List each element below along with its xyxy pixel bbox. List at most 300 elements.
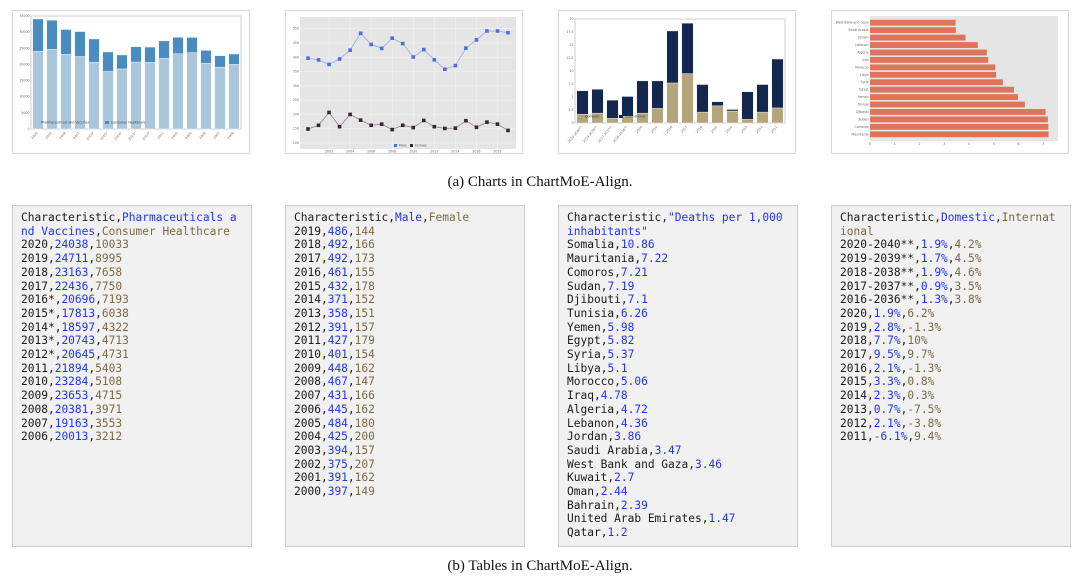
table-row: Qatar,1.2 <box>567 526 628 540</box>
table-row: Morocco,5.06 <box>567 375 648 389</box>
bar-consumer-healthcare <box>117 55 128 69</box>
data-point <box>327 111 331 115</box>
table-cell: 149 <box>354 485 375 499</box>
table-cell: 2.39 <box>620 498 648 512</box>
table-row: 2005,484,180 <box>294 416 375 430</box>
bar-international <box>607 100 618 118</box>
y-tick-label: Syria <box>860 80 869 85</box>
x-tick-label: 2004 <box>346 149 355 153</box>
caption-tables: (b) Tables in ChartMoE-Align. <box>447 558 633 574</box>
table-cell: 486 <box>327 224 348 238</box>
table-cell: 4.2% <box>954 238 982 252</box>
data-point <box>369 123 373 127</box>
y-tick-label: 5000 <box>21 110 30 115</box>
table-row: 2014,371,152 <box>294 293 375 307</box>
table-row: Lebanon,4.36 <box>567 416 648 430</box>
bar-consumer-healthcare <box>131 47 142 62</box>
x-tick-label: 2014 <box>724 125 734 134</box>
table-cell: 144 <box>354 224 375 238</box>
x-tick-label: 2012* <box>141 131 151 142</box>
table-cell: 2016-2036** <box>840 293 915 307</box>
data-point <box>433 58 437 62</box>
table-header: Characteristic,"Deaths per 1,000 inhabitants" <box>567 211 790 238</box>
table-cell: 2012* <box>21 348 55 362</box>
y-tick-label: Iraq <box>862 57 869 62</box>
table-cell: 2011 <box>294 334 321 348</box>
table-row: Mauritania,7.22 <box>567 252 669 266</box>
data-point <box>380 47 384 51</box>
table-cell: 179 <box>354 334 375 348</box>
table-cell: 9.4% <box>914 430 942 444</box>
y-tick-label: 500 <box>292 26 299 31</box>
header-cell: Consumer Healthcare <box>101 224 230 238</box>
table-cell: 4322 <box>101 320 129 334</box>
table-cell: 2015* <box>21 306 55 320</box>
data-point <box>317 123 321 127</box>
y-tick-label: Algeria <box>857 50 869 55</box>
table-row: 2009,23653,4715 <box>21 389 123 403</box>
bar-international <box>757 85 768 113</box>
table-row: 2015*,17813,6038 <box>21 306 129 320</box>
table-cell: 2006 <box>21 430 48 444</box>
x-tick-label: 2019 <box>44 131 53 140</box>
plot-area <box>575 19 785 123</box>
table-cell: 2017-2037** <box>840 279 915 293</box>
table-cell: 2020-2040** <box>840 238 915 252</box>
bar-domestic <box>742 119 753 123</box>
legend-swatch <box>105 121 109 124</box>
data-point <box>443 127 447 131</box>
table-cell: 23653 <box>54 389 89 403</box>
table-cell: 2013 <box>294 306 321 320</box>
table-row: 2016-2036**,1.3%,3.8% <box>840 293 982 307</box>
x-tick-label: 2009 <box>184 131 193 140</box>
x-tick-label: 0 <box>868 142 872 146</box>
table-row: Kuwait,2.7 <box>567 471 635 485</box>
table-cell: 4715 <box>95 389 123 403</box>
table-cell: 2011 <box>21 361 48 375</box>
bar-international <box>682 23 693 73</box>
y-tick-label: Tunisia <box>857 102 869 107</box>
y-tick-label: 7.5 <box>568 82 574 86</box>
header-cell: Characteristic <box>567 211 662 224</box>
table-row: 2007,19163,3553 <box>21 416 123 430</box>
x-tick-label: 2017 <box>679 125 689 134</box>
table-cell: -6.1% <box>873 430 908 444</box>
bar-domestic <box>757 112 768 123</box>
table-cell: 461 <box>327 265 348 279</box>
table-cell: Lebanon <box>567 416 615 430</box>
table-text-2 <box>558 205 798 547</box>
y-tick-label: 450 <box>292 41 299 45</box>
bar-international <box>772 59 783 108</box>
y-tick-label: 15 <box>569 43 574 47</box>
table-cell: 2005 <box>294 416 321 430</box>
y-tick-label: 10000 <box>19 94 30 99</box>
x-tick-label: 2008 <box>198 131 207 140</box>
table-header: Characteristic,Male,Female <box>294 211 470 224</box>
table-cell: 492 <box>327 238 348 252</box>
table-row: 2003,394,157 <box>294 443 375 457</box>
bar-domestic <box>712 106 723 123</box>
x-tick-label: 2019 <box>649 125 659 134</box>
table-cell: 3.8% <box>954 293 982 307</box>
table-row: 2017,22436,7750 <box>21 279 123 293</box>
table-row: 2020,1.9%,6.2% <box>840 306 935 320</box>
table-cell: 10% <box>907 334 928 348</box>
table-cell: 2010 <box>21 375 48 389</box>
table-cell: 20013 <box>54 430 89 444</box>
table-cell: 5.82 <box>607 334 635 348</box>
x-tick-label: 2017-2037** <box>596 125 614 144</box>
table-cell: 431 <box>327 389 348 403</box>
table-cell: Jordan <box>567 430 608 444</box>
table-cell: 2.3% <box>873 389 901 403</box>
table-cell: 0.3% <box>907 389 935 403</box>
chart-line-male-female <box>285 10 523 154</box>
table-cell: 2018 <box>840 334 867 348</box>
table-cell: 157 <box>354 443 375 457</box>
table-cell: 2.7 <box>614 471 635 485</box>
table-cell: 162 <box>354 402 375 416</box>
table-row: Yemen,5.98 <box>567 320 635 334</box>
y-tick-label: 15000 <box>19 78 30 83</box>
table-row: 2001,391,162 <box>294 471 375 485</box>
bar <box>870 35 965 41</box>
x-tick-label: 2012 <box>754 125 764 134</box>
table-cell: 178 <box>354 279 375 293</box>
bar-pharmaceuticals-and-vaccines <box>229 64 240 129</box>
table-cell: 2008 <box>21 402 48 416</box>
table-row: Saudi Arabia,3.47 <box>567 443 682 457</box>
table-cell: 9.5% <box>873 348 901 362</box>
caption-charts: (a) Charts in ChartMoE-Align. <box>447 174 633 190</box>
table-cell: 1.9% <box>920 238 948 252</box>
table-cell: 2014 <box>294 293 321 307</box>
x-tick-label: 2018 <box>493 149 502 153</box>
bar-consumer-healthcare <box>187 37 198 52</box>
y-tick-label: 5 <box>571 95 574 99</box>
table-cell: Comoros <box>567 265 615 279</box>
table-cell: 2017 <box>21 279 48 293</box>
bar-pharmaceuticals-and-vaccines <box>201 63 212 129</box>
table-header: Characteristic,Pharmaceuticals and Vaccines,Consumer Healthcare <box>21 211 237 238</box>
table-row: Iraq,4.78 <box>567 389 628 403</box>
table-cell: 22436 <box>54 279 89 293</box>
header-cell: "Deaths per 1,000 inhabitants" <box>567 211 790 238</box>
x-tick-label: 2017 <box>72 131 81 140</box>
x-tick-label: 2002 <box>324 149 334 153</box>
legend-label: Consumer Healthcare <box>111 120 146 125</box>
y-tick-label: Libya <box>859 72 869 77</box>
table-row: 2006,445,162 <box>294 402 375 416</box>
x-tick-label: 2020 <box>634 125 644 134</box>
table-cell: United Arab Emirates <box>567 512 702 526</box>
table-row: 2018,492,166 <box>294 238 375 252</box>
table-cell: 5.98 <box>607 320 635 334</box>
bar-domestic <box>697 112 708 123</box>
data-point <box>327 63 331 67</box>
data-point <box>443 67 447 71</box>
x-tick-label: 2016* <box>85 131 95 142</box>
table-cell: 432 <box>327 279 348 293</box>
x-tick-label: 2014* <box>113 131 123 142</box>
table-row: 2019-2039**,1.7%,4.5% <box>840 252 982 266</box>
table-cell: 23163 <box>54 265 89 279</box>
table-cell: 2014* <box>21 320 55 334</box>
table-cell: Egypt <box>567 334 601 348</box>
x-tick-label: 7 <box>1042 142 1045 146</box>
table-cell: 2.44 <box>600 485 628 499</box>
table-cell: 1.2 <box>607 526 628 540</box>
table-cell: Kuwait <box>567 471 608 485</box>
table-cell: Mauritania <box>567 252 635 266</box>
data-point <box>485 29 489 33</box>
table-cell: Sudan <box>567 279 601 293</box>
y-tick-label: 0 <box>571 121 574 125</box>
data-point <box>317 58 321 62</box>
bar-international <box>727 109 738 111</box>
table-cell: 3.46 <box>695 457 722 471</box>
bar-consumer-healthcare <box>229 54 240 64</box>
bar-consumer-healthcare <box>61 29 72 54</box>
data-point <box>348 48 352 52</box>
table-cell: 19163 <box>54 416 89 430</box>
table-cell: 3.47 <box>654 443 682 457</box>
bar <box>870 64 995 70</box>
header-cell: International <box>840 211 1056 238</box>
table-row: 2020-2040**,1.9%,4.2% <box>840 238 982 252</box>
y-tick-label: 10 <box>569 69 574 73</box>
table-row: 2012,391,157 <box>294 320 375 334</box>
table-row: Libya,5.1 <box>567 361 628 375</box>
y-tick-label: 350 <box>292 69 299 74</box>
table-cell: 2000 <box>294 485 321 499</box>
table-cell: 448 <box>327 361 348 375</box>
data-point <box>390 36 394 40</box>
x-tick-label: 2011 <box>156 131 165 140</box>
bar-consumer-healthcare <box>89 39 100 62</box>
bar <box>870 131 1049 137</box>
x-tick-label: 2010 <box>170 131 179 140</box>
table-cell: 7.21 <box>620 265 648 279</box>
header-cell: Characteristic <box>294 211 389 224</box>
x-tick-label: 2015* <box>99 131 109 142</box>
table-row: Syria,5.37 <box>567 348 635 362</box>
bar-pharmaceuticals-and-vaccines <box>47 49 58 129</box>
y-tick-label: 2.5 <box>568 108 574 112</box>
bar <box>870 79 1003 85</box>
bar-international <box>637 81 648 113</box>
table-row: 2013*,20743,4713 <box>21 334 129 348</box>
data-point <box>348 113 352 117</box>
data-point <box>422 119 426 123</box>
x-tick-label: 2011 <box>769 125 779 134</box>
data-point <box>359 31 363 35</box>
bar-consumer-healthcare <box>201 50 212 63</box>
table-row: Oman,2.44 <box>567 485 628 499</box>
table-cell: 2002 <box>294 457 321 471</box>
bar-pharmaceuticals-and-vaccines <box>61 54 72 129</box>
table-cell: 391 <box>327 320 348 334</box>
bar-consumer-healthcare <box>215 56 226 67</box>
table-cell: 2.8% <box>873 320 901 334</box>
y-tick-label: 150 <box>292 126 299 131</box>
table-cell: 2020 <box>21 238 48 252</box>
bar-international <box>592 89 603 113</box>
data-point <box>359 118 363 122</box>
bar-consumer-healthcare <box>173 37 184 53</box>
table-cell: 2019 <box>840 320 867 334</box>
table-row: 2019,486,144 <box>294 224 375 238</box>
bar <box>870 20 956 26</box>
table-cell: 162 <box>354 471 375 485</box>
y-tick-label: Djibouti <box>856 109 869 114</box>
data-point <box>411 55 415 59</box>
bar-international <box>652 81 663 109</box>
bar-consumer-healthcare <box>103 52 114 71</box>
table-text-0 <box>12 205 252 547</box>
header-cell: Female <box>428 211 470 224</box>
data-point <box>506 129 510 133</box>
table-row: Jordan,3.86 <box>567 430 642 444</box>
table-cell: 23284 <box>54 375 89 389</box>
table-row: Tunisia,6.26 <box>567 306 648 320</box>
bar-pharmaceuticals-and-vaccines <box>187 53 198 129</box>
table-cell: 2019 <box>21 252 48 266</box>
plot-area <box>300 17 516 149</box>
bar <box>870 102 1025 108</box>
table-row: Comoros,7.21 <box>567 265 648 279</box>
data-point <box>401 42 405 46</box>
table-cell: 2019 <box>294 224 321 238</box>
table-row: 2016,461,155 <box>294 265 375 279</box>
table-cell: -1.3% <box>907 320 942 334</box>
table-cell: 173 <box>354 252 375 266</box>
table-cell: 2007 <box>21 416 48 430</box>
table-cell: 391 <box>327 471 348 485</box>
bar-international <box>622 96 633 116</box>
table-row: Djibouti,7.1 <box>567 293 648 307</box>
table-row: 2016,2.1%,-1.3% <box>840 361 942 375</box>
legend-label: International <box>625 114 646 119</box>
table-row: West Bank and Gaza,3.46 <box>567 457 722 471</box>
table-cell: 2012 <box>840 416 867 430</box>
table-cell: 2014 <box>840 389 867 403</box>
data-point <box>380 122 384 126</box>
table-cell: 358 <box>327 306 348 320</box>
table-row: Somalia,10.86 <box>567 238 655 252</box>
legend-swatch <box>394 144 397 147</box>
y-tick-label: 30000 <box>19 30 30 35</box>
table-cell: 4713 <box>101 334 129 348</box>
table-row: 2020,24038,10033 <box>21 238 129 252</box>
table-row: 2004,425,200 <box>294 430 375 444</box>
table-cell: 6.26 <box>620 306 648 320</box>
table-cell: 3212 <box>95 430 123 444</box>
table-row: 2016*,20696,7193 <box>21 293 129 307</box>
table-cell: 200 <box>354 430 375 444</box>
bar-pharmaceuticals-and-vaccines <box>215 67 226 129</box>
data-point <box>422 48 426 52</box>
x-tick-label: 2010 <box>409 149 418 153</box>
x-tick-label: 2013* <box>127 131 137 142</box>
table-cell: Saudi Arabia <box>567 443 648 457</box>
table-cell: 6.2% <box>907 306 935 320</box>
y-tick-label: Saudi Arabia <box>848 28 869 33</box>
data-point <box>496 122 500 126</box>
table-cell: 157 <box>354 320 375 334</box>
y-tick-label: Jordan <box>858 35 869 40</box>
table-cell: 4.5% <box>954 252 982 266</box>
y-tick-label: 200 <box>292 112 299 117</box>
table-row: 2017,492,173 <box>294 252 375 266</box>
table-cell: 1.7% <box>920 252 948 266</box>
table-cell: 4.72 <box>620 402 648 416</box>
chart-stacked-bar-healthcare <box>12 10 250 154</box>
bar <box>870 87 1014 93</box>
table-cell: 492 <box>327 252 348 266</box>
table-cell: 5.1 <box>607 361 628 375</box>
legend-swatch <box>35 121 39 124</box>
table-cell: 10033 <box>95 238 129 252</box>
data-point <box>475 125 479 129</box>
y-tick-label: Morocco <box>855 65 869 70</box>
y-tick-label: West Bank and Gaza <box>835 20 869 25</box>
table-cell: 2001 <box>294 471 321 485</box>
table-cell: 162 <box>354 361 375 375</box>
table-row: 2011,21894,5403 <box>21 361 123 375</box>
table-cell: 4.78 <box>600 389 628 403</box>
table-row: 2002,375,207 <box>294 457 375 471</box>
table-header: Characteristic,Domestic,International <box>840 211 1056 238</box>
table-cell: 0.9% <box>920 279 948 293</box>
table-cell: Syria <box>567 348 601 362</box>
table-row: 2012*,20645,4731 <box>21 348 129 362</box>
table-row: 2010,401,154 <box>294 348 375 362</box>
table-cell: 2007 <box>294 389 321 403</box>
table-cell: -3.8% <box>907 416 942 430</box>
table-cell: 2016 <box>840 361 867 375</box>
table-cell: 21894 <box>54 361 89 375</box>
table-cell: 8995 <box>95 252 123 266</box>
legend-swatch <box>619 115 623 118</box>
data-point <box>390 128 394 132</box>
bar <box>870 50 987 56</box>
table-row: Bahrain,2.39 <box>567 498 648 512</box>
table-cell: 2015 <box>294 279 321 293</box>
y-tick-label: 0 <box>27 127 30 131</box>
table-cell: 7.1 <box>627 293 648 307</box>
header-cell: Domestic <box>941 211 995 224</box>
table-cell: 10.86 <box>620 238 655 252</box>
data-point <box>475 38 479 42</box>
data-point <box>369 43 373 47</box>
legend-label: Female <box>415 143 427 148</box>
table-cell: Qatar <box>567 526 601 540</box>
bar-pharmaceuticals-and-vaccines <box>89 62 100 129</box>
table-cell: 3.3% <box>873 375 901 389</box>
x-tick-label: 2018 <box>58 131 67 140</box>
x-tick-label: 2016-2036** <box>611 125 629 144</box>
bar-domestic <box>667 83 678 123</box>
table-cell: Yemen <box>567 320 601 334</box>
table-row: 2017,9.5%,9.7% <box>840 348 935 362</box>
table-cell: 2016 <box>294 265 321 279</box>
table-cell: Djibouti <box>567 293 621 307</box>
table-cell: -7.5% <box>907 402 942 416</box>
y-tick-label: 20 <box>569 17 574 21</box>
